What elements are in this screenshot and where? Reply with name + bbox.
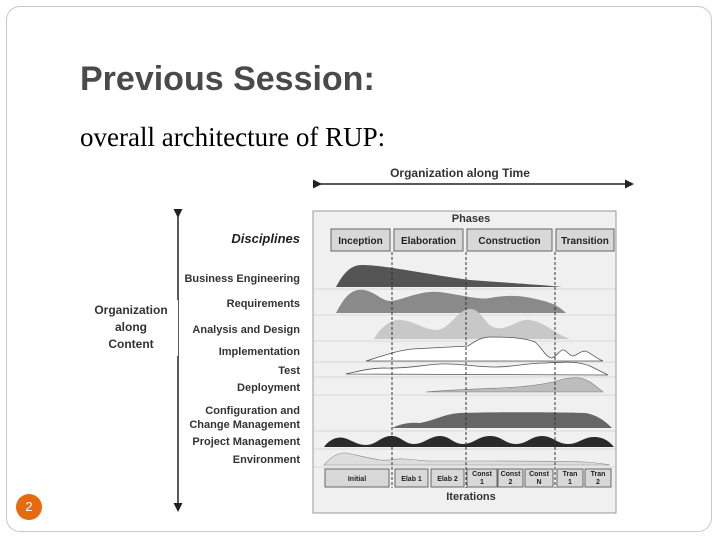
time-axis-label: Organization along Time	[390, 166, 530, 180]
phase-label: Inception	[338, 236, 383, 247]
iteration-label-line: Elab 1	[401, 476, 422, 483]
iteration-label-line: Tran	[562, 471, 578, 478]
phase-label: Construction	[478, 236, 541, 247]
iteration-label-line: 1	[568, 479, 572, 486]
discipline-label-line: Analysis and Design	[192, 324, 300, 336]
discipline-label	[219, 346, 301, 358]
discipline-label	[184, 273, 300, 285]
iteration-label-line: Const	[500, 471, 521, 478]
iteration-label-line: N	[536, 479, 542, 486]
discipline-label-line: Test	[278, 365, 300, 377]
content-axis-label-line: Content	[108, 337, 154, 351]
discipline-label	[192, 324, 300, 336]
discipline-label	[189, 405, 300, 431]
iteration-label-line: Const	[472, 471, 492, 478]
discipline-label-line: Deployment	[237, 382, 300, 394]
iteration-boxes	[325, 469, 611, 487]
phase-label: Elaboration	[400, 236, 457, 247]
iterations-label: Iterations	[446, 491, 496, 503]
slide-subtitle: overall architecture of RUP:	[80, 122, 386, 152]
discipline-label	[237, 382, 300, 394]
discipline-label-line: Implementation	[218, 346, 300, 358]
iteration-label-line: Const	[529, 471, 549, 478]
iteration-label-line: Elab 2	[437, 476, 458, 483]
phase-label: Transition	[561, 236, 609, 247]
iteration-label-line: 2	[508, 479, 513, 486]
disciplines-heading: Disciplines	[231, 231, 300, 246]
discipline-label	[278, 365, 300, 377]
iteration-label	[348, 476, 366, 483]
slide-title: Previous Session:	[80, 60, 375, 98]
iteration-label-line: 1	[480, 479, 484, 486]
iteration-label	[437, 476, 458, 483]
content-axis-label-line: Organization	[94, 303, 168, 317]
discipline-label-line: Environment	[232, 454, 300, 466]
page-number-badge: 2	[16, 494, 42, 520]
discipline-labels	[184, 273, 300, 466]
discipline-label-line: Business Engineering	[184, 273, 300, 285]
discipline-label-line: Project Management	[192, 436, 300, 448]
discipline-label	[227, 298, 300, 310]
content-axis-label-line: along	[115, 320, 147, 334]
discipline-label	[192, 436, 300, 448]
phase-boxes	[331, 229, 614, 251]
iteration-label-line: 2	[596, 479, 600, 486]
discipline-label-line: Requirements	[226, 298, 300, 310]
iteration-label	[401, 476, 422, 483]
discipline-label	[233, 454, 301, 466]
phases-heading: Phases	[451, 213, 491, 225]
iteration-label-line: Initial	[347, 476, 367, 483]
discipline-label-line: Change Management	[189, 419, 300, 431]
discipline-label-line: Configuration and	[205, 405, 300, 417]
iteration-label-line: Tran	[590, 471, 606, 478]
